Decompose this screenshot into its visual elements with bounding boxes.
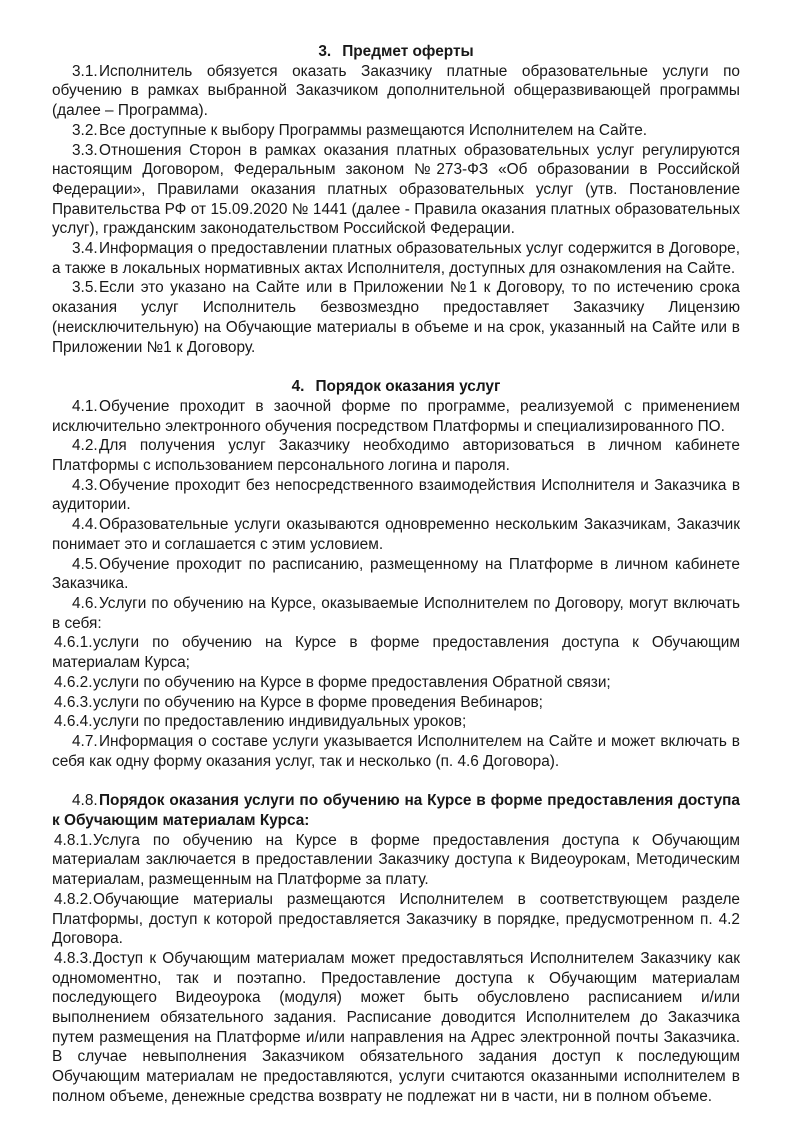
clause-text: Все доступные к выбору Программы размещаются Исполнителем на Сайте. (99, 121, 648, 139)
clause-text: Обучение проходит без непосредственного взаимодействия Исполнителя и Заказчика в аудитории. (52, 476, 740, 514)
section-title: Предмет оферты (342, 43, 474, 60)
clause-3-3 (52, 141, 740, 240)
clause-number: 4.8.3. (54, 949, 93, 967)
clause-4-7 (52, 732, 740, 771)
clause-text: услуги по обучению на Курсе в форме предоставления доступа к Обучающим материалам Курса; (52, 634, 740, 672)
clause-text: Для получения услуг Заказчику необходимо авторизоваться в личном кабинете Платформы с использованием персонального логина и пароля. (52, 437, 740, 475)
clause-4-5 (52, 555, 740, 594)
clause-number: 4.6. (72, 594, 98, 612)
clause-text: Доступ к Обучающим материалам может предоставляться Исполнителем Заказчику как одномоментно, так и поэтапно. Предоставление доступа к Обучающим материалам последующего Видеоурока (модуля) может быть обусловлено расписанием и/или выполнением обязательного задания. Расписание доводится Исполнителем до Заказчика путем размещения на Платформе и/или направления на Адрес электронной почты Заказчика. В случае невыполнения Заказчиком обязательного задания доступ к последующим Обучающим материалам не предоставляются, услуги считаются оказанными исполнителем в полном объеме, денежные средства возврату не подлежат ни в части, ни в полном объеме. (52, 949, 740, 1105)
clause-4-6-3 (52, 693, 740, 713)
clause-4-1 (52, 397, 740, 436)
clause-3-4 (52, 239, 740, 278)
clause-number: 4.8.2. (54, 890, 93, 908)
clause-4-4 (52, 515, 740, 554)
clause-text: Если это указано на Сайте или в Приложении №1 к Договору, то по истечению срока оказания услуг Исполнитель безвозмездно предоставляет Заказчику Лицензию (неисключительную) на Обучающие материалы в объеме и на срок, указанный на Сайте или в Приложении №1 к Договору. (52, 279, 740, 356)
clause-text: услуги по предоставлению индивидуальных уроков; (93, 713, 467, 731)
clause-4-2 (52, 436, 740, 475)
section-heading (52, 42, 740, 62)
section-title: Порядок оказания услуг (315, 378, 501, 396)
clause-number: 4.3. (72, 476, 98, 494)
clause-text: Образовательные услуги оказываются одновременно нескольким Заказчикам, Заказчик понимает это и соглашается с этим условием. (52, 516, 740, 553)
clause-number: 3.5. (72, 279, 98, 297)
clause-number: 3.4. (72, 240, 98, 258)
clause-number: 4.2. (72, 437, 98, 455)
clause-3-1 (52, 62, 740, 121)
clause-4-3 (52, 476, 740, 515)
clause-number: 4.6.4. (54, 713, 93, 731)
clause-3-2 (52, 121, 740, 141)
clause-text: Исполнитель обязуется оказать Заказчику платные образовательные услуги по обучению в рамках выбранной Заказчиком дополнительной общеразвивающей программы (далее – Программа). (52, 62, 740, 120)
clause-text: Обучающие материалы размещаются Исполнителем в соответствующем разделе Платформы, доступ к которой предоставляется Заказчику в порядке, предусмотренном п. 4.2 Договора. (52, 890, 740, 948)
clause-4-6-2 (52, 673, 740, 693)
section-subject-of-offer (52, 42, 740, 357)
section-heading (52, 377, 740, 397)
clause-text: Обучение проходит по расписанию, размещенному на Платформе в личном кабинете Заказчика. (52, 555, 740, 593)
clause-number: 4.5. (72, 555, 98, 573)
clause-number: 4.8. (72, 792, 98, 810)
clause-4-8-3 (52, 949, 740, 1107)
clause-4-8 (52, 791, 740, 830)
clause-4-6 (52, 594, 740, 633)
clause-text: Информация о составе услуги указывается Исполнителем на Сайте и может включать в себя как одну форму оказания услуг, так и несколько (п. 4.6 Договора). (52, 732, 740, 770)
clause-3-5 (52, 278, 740, 357)
clause-number: 3.2. (72, 121, 98, 139)
clause-text: Порядок оказания услуги по обучению на Курсе в форме предоставления доступа к Обучающим материалам Курса: (52, 792, 740, 830)
clause-number: 3.1. (72, 62, 98, 80)
clause-number: 4.8.1. (54, 831, 93, 849)
clause-number: 4.6.1. (54, 634, 93, 652)
clause-4-8-2 (52, 890, 740, 949)
clause-text: услуги по обучению на Курсе в форме проведения Вебинаров; (93, 693, 543, 711)
section-number: 3. (318, 43, 332, 60)
section-number: 4. (291, 378, 305, 396)
clause-number: 4.1. (72, 397, 98, 415)
clause-text: Услуги по обучению на Курсе, оказываемые Исполнителем по Договору, могут включать в себя: (52, 594, 740, 632)
clause-text: услуги по обучению на Курсе в форме предоставления Обратной связи; (93, 673, 611, 691)
clause-number: 4.6.3. (54, 693, 93, 711)
clause-4-6-4 (52, 712, 740, 732)
clause-text: Информация о предоставлении платных образовательных услуг содержится в Договоре, а также в локальных нормативных актах Исполнителя, доступных для ознакомления на Сайте. (52, 240, 740, 277)
clause-number: 3.3. (72, 141, 98, 159)
clause-number: 4.7. (72, 732, 98, 750)
clause-text: Отношения Сторон в рамках оказания платных образовательных услуг регулируются настоящим Договором, Федеральным законом №273-ФЗ «Об образовании в Российской Федерации», Правилами оказания платных образовательных услуг (утв. Постановление Правительства РФ от 15.09.2020 № 1441 (далее - Правила оказания платных образовательных услуг), гражданским законодательством Российской Федерации. (52, 141, 740, 238)
clause-4-8-1 (52, 831, 740, 890)
clause-number: 4.6.2. (54, 673, 93, 691)
clause-4-6-1 (52, 633, 740, 672)
section-service-procedure (52, 377, 740, 1106)
clause-text: Обучение проходит в заочной форме по программе, реализуемой с применением исключительно электронного обучения посредством Платформы и специализированного ПО. (52, 397, 740, 435)
clause-number: 4.4. (72, 516, 98, 534)
clause-text: Услуга по обучению на Курсе в форме предоставления доступа к Обучающим материалам заключается в предоставлении Заказчику доступа к Видеоурокам, Методическим материалам, размещенным на Платформе за плату. (52, 831, 740, 889)
